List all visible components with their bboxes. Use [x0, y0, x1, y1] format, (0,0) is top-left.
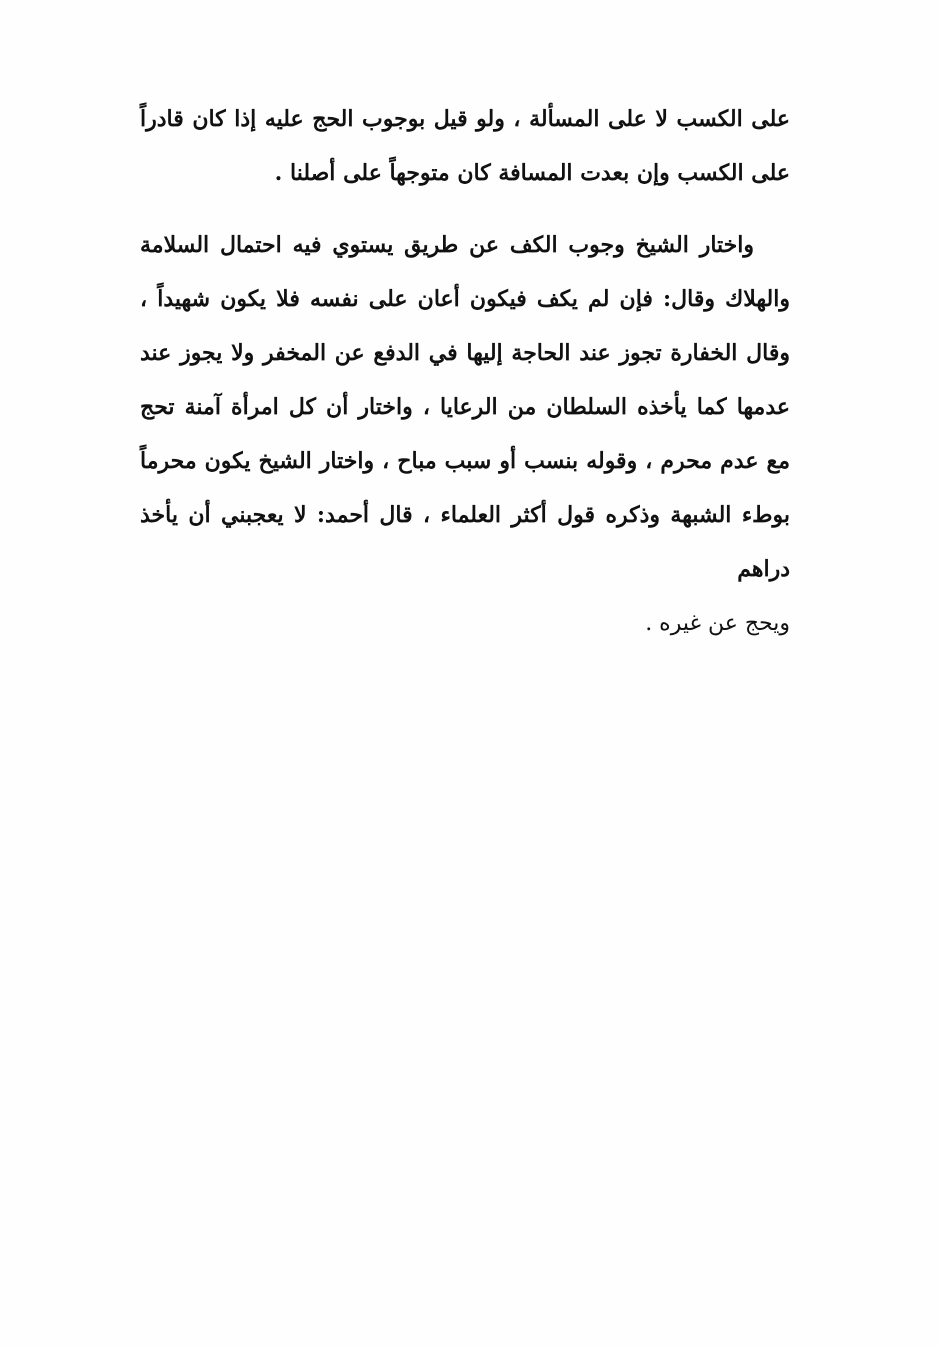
paragraph-2-text: واختار الشيخ وجوب الكف عن طريق يستوي فيه احتمال السلامة والهلاك وقال: فإن لم يكف فيكون أعان على نفسه فلا يكون شهيداً ، وقال الخفارة تجوز عند الحاجة إليها في الدفع عن المخفر ولا يجوز عند عدمها كما يأخذه السلطان من الرعايا ، واختار أن كل امرأة آمنة تحج مع عدم محرم ، وقوله بنسب أو سبب مباح ، واختار الشيخ يكون محرماً بوطء الشبهة وذكره قول أكثر العلماء ، قال أحمد: لا يعجبني أن يأخذ دراهم: [140, 232, 790, 582]
body-text: [140, 92, 790, 651]
paragraph-1: على الكسب لا على المسألة ، ولو قيل بوجوب الحج عليه إذا كان قادراً على الكسب وإن بعدت المسافة كان متوجهاً على أصلنا .: [140, 106, 790, 186]
paragraph-2: [140, 218, 790, 651]
closing-line: ويحج عن غيره .: [645, 611, 790, 636]
